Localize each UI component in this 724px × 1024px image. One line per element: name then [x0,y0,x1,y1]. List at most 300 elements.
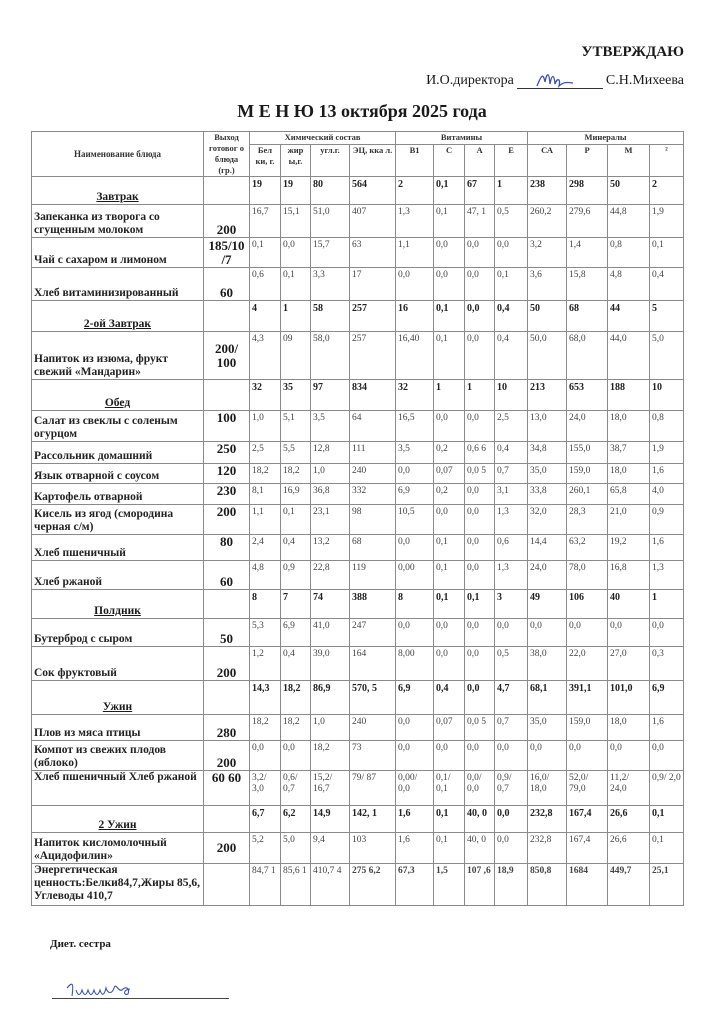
nutrient-value: 2,4 [250,535,281,561]
nutrient-value: 1,9 [650,442,684,464]
nutrient-value: 0,0 [465,268,495,301]
dish-yield: 50 [204,619,250,647]
nutrient-value: 63,2 [567,535,608,561]
nutrient-value: 103 [350,833,396,864]
total-row [32,864,684,906]
nutrient-value: 67 [465,177,495,205]
nutrient-value: 0,1 [281,505,311,535]
nutrient-value: 0,4 [281,535,311,561]
table-row [32,484,684,505]
table-row [32,561,684,590]
nutrient-value: 850,8 [528,864,567,906]
nutrient-value: 15,8 [567,268,608,301]
nutrient-value: 4 [250,301,281,332]
nutrient-value: 0,0 [465,681,495,715]
nutrient-value: 232,8 [528,833,567,864]
nutrient-value: 6,9 [396,681,434,715]
nutrient-value: 26,6 [608,806,650,833]
meal-section-name: Завтрак [32,177,204,205]
nutrient-value: 6,9 [650,681,684,715]
nutrient-value: 0,1 [495,268,528,301]
nutrient-value: 16,9 [281,484,311,505]
nutrient-value: 52,0/ 79,0 [567,771,608,806]
nutrient-value: 41,0 [311,619,350,647]
nutrient-value: 18,2 [250,464,281,484]
nutrient-value: 0,0 [465,301,495,332]
nutrient-value: 0,0 [396,715,434,741]
nutrient-value: 5,3 [250,619,281,647]
nutrient-value: 80 [311,177,350,205]
nutrient-value: 23,1 [311,505,350,535]
nutrient-value: 0,1 [650,833,684,864]
nutrient-value: 1,9 [650,205,684,238]
nutrient-value: 0,9 [281,561,311,590]
nutrient-value: 0,0 [465,561,495,590]
nutrient-value: 1 [281,301,311,332]
nutrient-value: 15,7 [311,238,350,268]
nutrient-value: 260,2 [528,205,567,238]
nutrient-value: 0,0 [608,741,650,771]
dish-yield [204,590,250,619]
nutrient-value: 0,4 [495,301,528,332]
dish-name: Хлеб витаминизированный [32,268,204,301]
nutrient-value: 1,2 [250,647,281,681]
dish-name: Запеканка из творога со сгущенным молоком [32,205,204,238]
nutrient-value: 0,0 [465,484,495,505]
nutrient-value: 32 [250,380,281,411]
nutrient-value: 0,1 [434,205,465,238]
nutrient-value: 40, 0 [465,806,495,833]
nutrient-value: 167,4 [567,806,608,833]
table-row [32,833,684,864]
dish-name: Чай с сахаром и лимоном [32,238,204,268]
nutrient-value: 8,00 [396,647,434,681]
section-row [32,806,684,833]
nutrient-value: 63 [350,238,396,268]
nutrient-value: 12,8 [311,442,350,464]
nutrient-value: 0,0 [434,505,465,535]
dish-name: Хлеб пшеничный Хлеб ржаной [32,771,204,806]
nutrient-value: 40 [608,590,650,619]
signature-blank [517,72,603,89]
dish-yield: 200 [204,741,250,771]
nutrient-value: 3,3 [311,268,350,301]
dish-yield: 120 [204,464,250,484]
nutrient-value: 4,8 [250,561,281,590]
nutrient-value: 38,7 [608,442,650,464]
col-header-sub: Е [495,145,528,177]
nutrient-value: 0,1 [434,561,465,590]
nutrient-value: 7 [281,590,311,619]
nutrient-value: 0,0 [528,619,567,647]
nutrient-value: 14,3 [250,681,281,715]
nutrient-value: 3,2/ 3,0 [250,771,281,806]
nutrient-value: 388 [350,590,396,619]
nutrient-value: 0,1 [434,833,465,864]
nutrient-value: 44,0 [608,332,650,380]
col-header-sub: СА [528,145,567,177]
meal-section-name: Ужин [32,681,204,715]
nutrient-value: 4,7 [495,681,528,715]
nutrient-value: 4,8 [608,268,650,301]
nutrient-value: 2 [396,177,434,205]
nutrient-value: 0,0 [567,741,608,771]
nutrient-value: 16,7 [250,205,281,238]
nutrient-value: 24,0 [567,411,608,442]
nutrient-value: 3,5 [396,442,434,464]
nutrient-value: 10 [495,380,528,411]
nutrient-value: 0,0 [528,741,567,771]
nutrient-value: 0,0 [250,741,281,771]
director-name: С.Н.Михеева [605,73,684,88]
nutrient-value: 0,1 [650,238,684,268]
nutrient-value: 0,0 [281,238,311,268]
nutrient-value: 159,0 [567,464,608,484]
dish-yield [204,301,250,332]
nutrient-value: 18,2 [281,464,311,484]
nutrient-value: 21,0 [608,505,650,535]
nutrient-value: 257 [350,301,396,332]
menu-table [31,131,684,906]
nutrient-value: 47, 1 [465,205,495,238]
nutrient-value: 2 [650,177,684,205]
dish-name: Салат из свеклы с соленым огурцом [32,411,204,442]
nutrient-value: 1,0 [311,464,350,484]
table-row [32,205,684,238]
nutrient-value: 5,0 [650,332,684,380]
nutrient-value: 50 [608,177,650,205]
col-header-sub: Бел ки, г. [250,145,281,177]
dish-name: Напиток кисломолочный «Ацидофилин» [32,833,204,864]
nutrient-value: 38,0 [528,647,567,681]
nutrient-value: 22,8 [311,561,350,590]
table-row [32,535,684,561]
nutrient-value: 11,2/ 24,0 [608,771,650,806]
dish-name: Напиток из изюма, фрукт свежий «Мандарин» [32,332,204,380]
nutrient-value: 0,0 5 [465,464,495,484]
nutrient-value: 35,0 [528,464,567,484]
nutrient-value: 0,1 [434,590,465,619]
nutrient-value: 0,0 [396,268,434,301]
nutrient-value: 0,0 [434,619,465,647]
dish-yield: 200 [204,647,250,681]
nutrient-value: 159,0 [567,715,608,741]
nutrient-value: 1,4 [567,238,608,268]
nutrient-value: 0,1 [434,535,465,561]
col-header-sub: Р [567,145,608,177]
nutrient-value: 164 [350,647,396,681]
nutrient-value: 279,6 [567,205,608,238]
nutrient-value: 0,0/ 0,0 [465,771,495,806]
col-header-sub: С [434,145,465,177]
nutrient-value: 4,0 [650,484,684,505]
nutrient-value: 0,0 [495,238,528,268]
nutrient-value: 8,1 [250,484,281,505]
nutrient-value: 0,1 [434,301,465,332]
nutrient-value: 257 [350,332,396,380]
nutrient-value: 0,0 [650,741,684,771]
table-row [32,771,684,806]
nutrient-value: 0,4 [495,332,528,380]
nutrient-value: 0,0 [465,332,495,380]
nutrient-value: 0,07 [434,715,465,741]
nutrient-value: 51,0 [311,205,350,238]
approval-heading: УТВЕРЖДАЮ [581,44,684,60]
dish-name: Хлеб пшеничный [32,535,204,561]
nutrient-value: 68,0 [567,332,608,380]
nutrient-value: 0,4 [495,442,528,464]
table-row [32,238,684,268]
nutrient-value: 13,2 [311,535,350,561]
table-row [32,741,684,771]
nutrient-value: 50 [528,301,567,332]
nutrient-value: 407 [350,205,396,238]
nutrient-value: 0,0 [465,535,495,561]
dish-yield: 200/ 100 [204,332,250,380]
director-signature-icon [535,68,575,90]
col-header-sub: М [608,145,650,177]
nutrient-value: 260,1 [567,484,608,505]
nutrient-value: 0,0 [495,619,528,647]
nutrient-value: 0,8 [608,238,650,268]
nutrient-value: 0,1 [434,177,465,205]
nutrient-value: 5,2 [250,833,281,864]
nutrient-value: 0,1 [465,590,495,619]
dish-yield [204,681,250,715]
nutrient-value: 16,40 [396,332,434,380]
nutrient-value: 17 [350,268,396,301]
section-row [32,681,684,715]
nutrient-value: 35,0 [528,715,567,741]
nutrient-value: 22,0 [567,647,608,681]
nutrient-value: 0,4 [434,681,465,715]
nutrient-value: 0,9/ 2,0 [650,771,684,806]
dish-yield: 60 [204,561,250,590]
nutrient-value: 107 ,6 [465,864,495,906]
table-row [32,505,684,535]
col-header-sub: А [465,145,495,177]
meal-section-name: Полдник [32,590,204,619]
nutrient-value: 36,8 [311,484,350,505]
dish-yield [204,177,250,205]
nutrient-value: 98 [350,505,396,535]
nutrient-value: 1 [465,380,495,411]
nutrient-value: 1,3 [495,505,528,535]
dish-yield: 200 [204,205,250,238]
table-row [32,715,684,741]
director-signature-line [426,72,684,89]
diet-nurse-label: Диет. сестра [50,938,111,950]
nutrient-value: 4,3 [250,332,281,380]
nutrient-value: 1,0 [311,715,350,741]
nutrient-value: 0,9/ 0,7 [495,771,528,806]
nutrient-value: 84,7 1 [250,864,281,906]
nutrient-value: 0,8 [650,411,684,442]
nutrient-value: 1,6 [396,833,434,864]
col-header-sub: ЭЦ, кка л. [350,145,396,177]
dish-yield: 280 [204,715,250,741]
nutrient-value: 119 [350,561,396,590]
nutrient-value: 2,5 [495,411,528,442]
nutrient-value: 0,1 [434,806,465,833]
diet-nurse-signature-icon [64,978,154,1000]
nutrient-value: 0,0 [608,619,650,647]
nutrient-value: 0,0 [396,535,434,561]
nutrient-value: 68,1 [528,681,567,715]
dish-name: Компот из свежих плодов (яблоко) [32,741,204,771]
col-header-yield: Выход готовог о блюда (гр.) [204,132,250,177]
nutrient-value: 86,9 [311,681,350,715]
nutrient-value: 0,7 [495,464,528,484]
nutrient-value: 68 [350,535,396,561]
nutrient-value: 0,6 [250,268,281,301]
nutrient-value: 5,1 [281,411,311,442]
dish-yield [204,380,250,411]
nutrient-value: 0,3 [650,647,684,681]
nutrient-value: 1,5 [434,864,465,906]
col-header-sub: В1 [396,145,434,177]
nutrient-value: 16,5 [396,411,434,442]
table-row [32,332,684,380]
dish-yield: 230 [204,484,250,505]
nutrient-value: 32,0 [528,505,567,535]
nutrient-value: 35 [281,380,311,411]
nutrient-value: 101,0 [608,681,650,715]
nutrient-value: 298 [567,177,608,205]
nutrient-value: 19 [250,177,281,205]
nutrient-value: 8 [250,590,281,619]
dish-yield [204,806,250,833]
nutrient-value: 09 [281,332,311,380]
nutrient-value: 39,0 [311,647,350,681]
nutrient-value: 6,2 [281,806,311,833]
nutrient-value: 50,0 [528,332,567,380]
dish-name: Энергетическая ценность:Белки84,7,Жиры 85,6, Углеводы 410,7 [32,864,204,906]
nutrient-value: 111 [350,442,396,464]
nutrient-value: 155,0 [567,442,608,464]
nutrient-value: 410,7 4 [311,864,350,906]
dish-yield: 200 [204,833,250,864]
dish-yield: 185/10 /7 [204,238,250,268]
nutrient-value: 391,1 [567,681,608,715]
nutrient-value: 240 [350,715,396,741]
col-header-sub: ² [650,145,684,177]
nutrient-value: 67,3 [396,864,434,906]
dish-name: Плов из мяса птицы [32,715,204,741]
dish-yield [204,864,250,906]
nutrient-value: 6,9 [396,484,434,505]
nutrient-value: 0,0 [495,806,528,833]
nutrient-value: 0,00/ 0,0 [396,771,434,806]
nutrient-value: 34,8 [528,442,567,464]
nutrient-value: 16,0/ 18,0 [528,771,567,806]
director-title: И.О.директора [426,73,514,88]
nutrient-value: 49 [528,590,567,619]
nutrient-value: 0,0 [650,619,684,647]
nutrient-value: 97 [311,380,350,411]
nutrient-value: 0,9 [650,505,684,535]
table-row [32,619,684,647]
nutrient-value: 5,5 [281,442,311,464]
nutrient-value: 564 [350,177,396,205]
nutrient-value: 18,2 [250,715,281,741]
nutrient-value: 0,07 [434,464,465,484]
nutrient-value: 25,1 [650,864,684,906]
nutrient-value: 0,7 [495,715,528,741]
nutrient-value: 1,6 [650,535,684,561]
nutrient-value: 3,1 [495,484,528,505]
nutrient-value: 653 [567,380,608,411]
nutrient-value: 0,4 [650,268,684,301]
nutrient-value: 142, 1 [350,806,396,833]
nutrient-value: 238 [528,177,567,205]
nutrient-value: 10 [650,380,684,411]
nutrient-value: 0,0 5 [465,715,495,741]
nutrient-value: 0,0 [465,741,495,771]
nutrient-value: 1 [434,380,465,411]
nutrient-value: 26,6 [608,833,650,864]
meal-section-name: Обед [32,380,204,411]
nutrient-value: 1,3 [650,561,684,590]
nutrient-value: 0,0 [465,619,495,647]
nutrient-value: 6,7 [250,806,281,833]
nutrient-value: 18,0 [608,715,650,741]
meal-section-name: 2 Ужин [32,806,204,833]
nutrient-value: 0,2 [434,442,465,464]
nutrient-value: 85,6 1 [281,864,311,906]
nutrient-value: 188 [608,380,650,411]
nutrient-value: 44,8 [608,205,650,238]
table-row [32,442,684,464]
nutrient-value: 1684 [567,864,608,906]
nutrient-value: 232,8 [528,806,567,833]
nutrient-value: 0,0 [465,647,495,681]
nutrient-value: 1 [495,177,528,205]
group-header-chemical: Химический состав [250,132,396,145]
dish-yield: 100 [204,411,250,442]
section-row [32,590,684,619]
nutrient-value: 15,2/ 16,7 [311,771,350,806]
nutrient-value: 32 [396,380,434,411]
nutrient-value: 65,8 [608,484,650,505]
nutrient-value: 0,0 [434,647,465,681]
dish-name: Язык отварной с соусом [32,464,204,484]
nutrient-value: 0,1 [650,806,684,833]
nutrient-value: 1,6 [650,464,684,484]
nutrient-value: 3,2 [528,238,567,268]
table-row [32,411,684,442]
nutrient-value: 16 [396,301,434,332]
nutrient-value: 0,0 [495,833,528,864]
nutrient-value: 0,0 [396,741,434,771]
col-header-name: Наименование блюда [32,132,204,177]
nutrient-value: 5,0 [281,833,311,864]
nutrient-value: 0,0 [465,411,495,442]
nutrient-value: 58,0 [311,332,350,380]
nutrient-value: 3,5 [311,411,350,442]
nutrient-value: 33,8 [528,484,567,505]
nutrient-value: 58 [311,301,350,332]
nutrient-value: 0,0 [434,268,465,301]
nutrient-value: 2,5 [250,442,281,464]
dish-name: Хлеб ржаной [32,561,204,590]
nutrient-value: 0,0 [567,619,608,647]
nutrient-value: 3 [495,590,528,619]
table-row [32,268,684,301]
nutrient-value: 0,0 [495,741,528,771]
nutrient-value: 332 [350,484,396,505]
nutrient-value: 0,0 [434,238,465,268]
